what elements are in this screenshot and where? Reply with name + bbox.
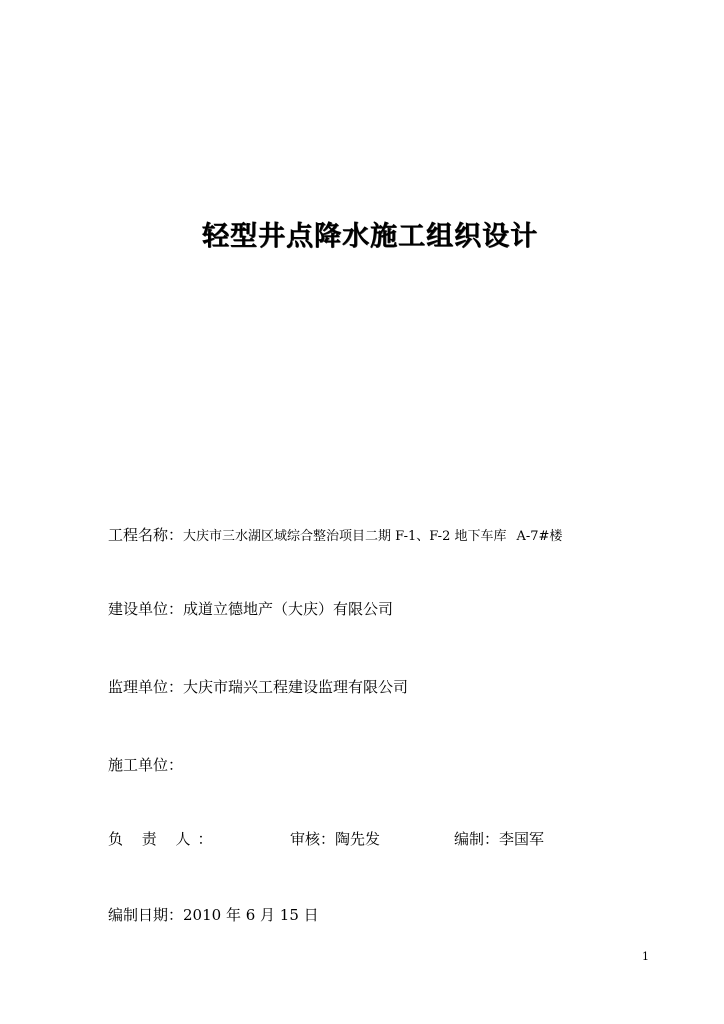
compiler-name: 李国军 — [499, 830, 545, 848]
responsible-row — [108, 829, 545, 849]
compiler-label: 编制： — [454, 830, 500, 848]
supervisor-value: 大庆市瑞兴工程建设监理有限公司 — [183, 678, 409, 696]
reviewer-group — [290, 829, 380, 849]
responsible-label: 负 责 人： — [108, 830, 220, 848]
page-number: 1 — [642, 950, 649, 963]
constructor-label: 施工单位： — [108, 756, 184, 774]
reviewer-name: 陶先发 — [335, 830, 381, 848]
developer-row — [108, 599, 393, 619]
project-name-value — [183, 529, 562, 544]
date-row — [108, 905, 319, 925]
date-label: 编制日期： — [108, 906, 184, 924]
developer-label: 建设单位： — [108, 600, 184, 618]
developer-value: 成道立德地产（大庆）有限公司 — [183, 600, 394, 618]
document-title: 轻型井点降水施工组织设计 — [202, 221, 538, 252]
supervisor-row — [108, 677, 408, 697]
supervisor-label: 监理单位： — [108, 678, 184, 696]
reviewer-label: 审核： — [290, 830, 336, 848]
project-name-label: 工程名称： — [108, 526, 184, 544]
project-name-row — [108, 525, 562, 547]
constructor-row — [108, 755, 183, 775]
building-tag: A-7#楼 — [516, 529, 563, 544]
compiler-group — [454, 829, 544, 849]
date-value: 2010 年 6 月 15 日 — [183, 906, 319, 924]
project-name-text: 大庆市三水湖区域综合整治项目二期 F-1、F-2 地下车库 — [183, 529, 507, 544]
